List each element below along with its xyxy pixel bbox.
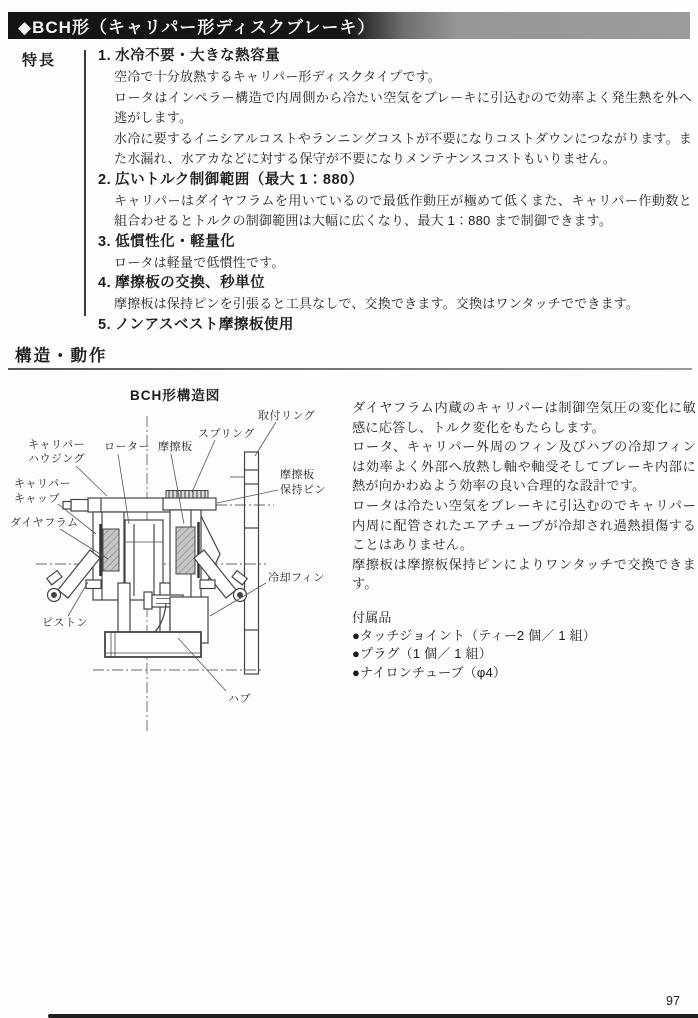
feature-title bbox=[98, 170, 692, 191]
diagram-label-caliper-housing: ハウジング bbox=[28, 453, 86, 465]
description-paragraph: 摩擦板は摩擦板保持ピンによりワンタッチで交換できます。 bbox=[352, 556, 696, 592]
diagram-label-spring: スプリング bbox=[198, 428, 255, 440]
feature-paragraph: ロータは軽量で低慣性です。 bbox=[114, 254, 285, 270]
features-list bbox=[98, 46, 692, 336]
rotor-shape bbox=[125, 520, 163, 600]
feature-title-text: 水冷不要・大きな熱容量 bbox=[115, 48, 281, 64]
feature-title bbox=[98, 315, 692, 336]
brake-cross-section-drawing bbox=[8, 404, 348, 740]
diagram-label-friction-plate: 摩擦板 bbox=[158, 441, 193, 453]
feature-number: 2. bbox=[98, 171, 112, 188]
feature-title-text: 広いトルク制御範囲（最大 1：880） bbox=[115, 171, 364, 188]
diagram-title: BCH形構造図 bbox=[130, 388, 221, 403]
feature-paragraph: 空冷で十分放熱するキャリパー形ディスクタイプです。 bbox=[114, 69, 442, 84]
feature-paragraph: ロータはインペラー構造で内周側から冷たい空気をブレーキに引込むので効率よく発生熱を外へ逃がします。 bbox=[114, 89, 692, 125]
diagram-label-hub: ハブ bbox=[228, 693, 251, 705]
diagram-label-caliper-cap: キャリパー bbox=[14, 478, 72, 490]
features-divider bbox=[84, 50, 86, 316]
diagram-label-retaining-pin: 摩擦板 bbox=[280, 469, 315, 481]
feature-title bbox=[98, 273, 692, 294]
caliper-housing-shape bbox=[63, 498, 170, 512]
feature-number: 5. bbox=[98, 316, 112, 333]
diagram-label-diaphragm: ダイヤフラム bbox=[10, 517, 79, 529]
feature-body bbox=[98, 191, 692, 232]
feature-paragraph: 水冷に要するイニシアルコストやランニングコストが不要になりコストダウンにつながります。また水漏れ、水アカなどに対する保守が不要になりメンテナンスコストもいりません。 bbox=[114, 130, 692, 166]
feature-number: 1. bbox=[98, 48, 112, 64]
features-label: 特長 bbox=[22, 52, 57, 69]
feature-title bbox=[98, 46, 692, 67]
retaining-pin-shape bbox=[163, 491, 216, 511]
structure-rule bbox=[8, 368, 692, 370]
feature-title-text: 摩擦板の交換、秒単位 bbox=[115, 275, 266, 291]
diagram-label-mounting-ring: 取付リング bbox=[258, 410, 316, 422]
diagram-label-piston: ピストン bbox=[42, 617, 88, 629]
diagram-label-caliper-cap: キャップ bbox=[14, 493, 60, 505]
feature-title bbox=[98, 232, 692, 253]
section-header-bar bbox=[8, 12, 690, 39]
feature-number: 4. bbox=[98, 275, 112, 291]
feature-paragraph: 摩擦板は保持ピンを引張ると工具なしで、交換できます。交換はワンタッチでできます。 bbox=[114, 296, 640, 311]
page-number: 97 bbox=[666, 994, 680, 1008]
description-paragraph: ダイヤフラム内蔵のキャリパーは制御空気圧の変化に敏感に応答し、トルク変化をもたらします。 bbox=[352, 400, 696, 435]
page-title: ◆BCH形（キャリパー形ディスクブレーキ） bbox=[18, 18, 376, 37]
structure-heading: 構造・動作 bbox=[15, 347, 108, 365]
structure-diagram bbox=[8, 404, 348, 740]
feature-paragraph: キャリパーはダイヤフラムを用いているので最低作動圧が極めて低くまた、キャリパー作動数と組合わせるとトルクの制御範囲は大幅に広くなり、最大 1：880 まで制御できます。 bbox=[114, 192, 692, 228]
diagram-labels bbox=[10, 408, 326, 705]
description-column bbox=[352, 398, 696, 682]
accessory-item: ●プラグ（1 個／ 1 組） bbox=[352, 646, 492, 662]
description-paragraph: ロータ、キャリパー外周のフィン及びハブの冷却フィンは効率よく外部へ放熱し軸や軸受そしてブレーキ内部に熱が向かわぬよう効率の良い合理的な設計です。 bbox=[352, 439, 696, 494]
feature-body bbox=[98, 253, 692, 274]
accessories-title: 付属品 bbox=[352, 609, 392, 625]
feature-number: 3. bbox=[98, 233, 112, 250]
diagram-label-caliper-housing: キャリパー bbox=[28, 439, 86, 451]
description-paragraph: ロータは冷たい空気をブレーキに引込むのでキャリパー内周に配管されたエアチューブが冷却され過熱損傷することはありません。 bbox=[352, 497, 696, 553]
accessory-item: ●タッチジョイント（ティー2 個／ 1 組） bbox=[352, 627, 596, 643]
diagram-label-retaining-pin: 保持ピン bbox=[280, 484, 326, 496]
accessory-item: ●ナイロンチューブ（φ4） bbox=[352, 664, 507, 680]
accessories-list bbox=[352, 608, 696, 683]
diagram-label-cooling-fin: 冷却フィン bbox=[268, 572, 325, 584]
feature-body bbox=[98, 67, 692, 170]
scan-edge-line bbox=[48, 1014, 698, 1018]
feature-title-text: 低慣性化・軽量化 bbox=[115, 233, 236, 250]
mounting-ring-shape bbox=[230, 452, 259, 674]
feature-body bbox=[98, 294, 692, 315]
feature-title-text: ノンアスベスト摩擦板使用 bbox=[115, 316, 294, 333]
diagram-label-rotor: ローター bbox=[104, 441, 150, 453]
